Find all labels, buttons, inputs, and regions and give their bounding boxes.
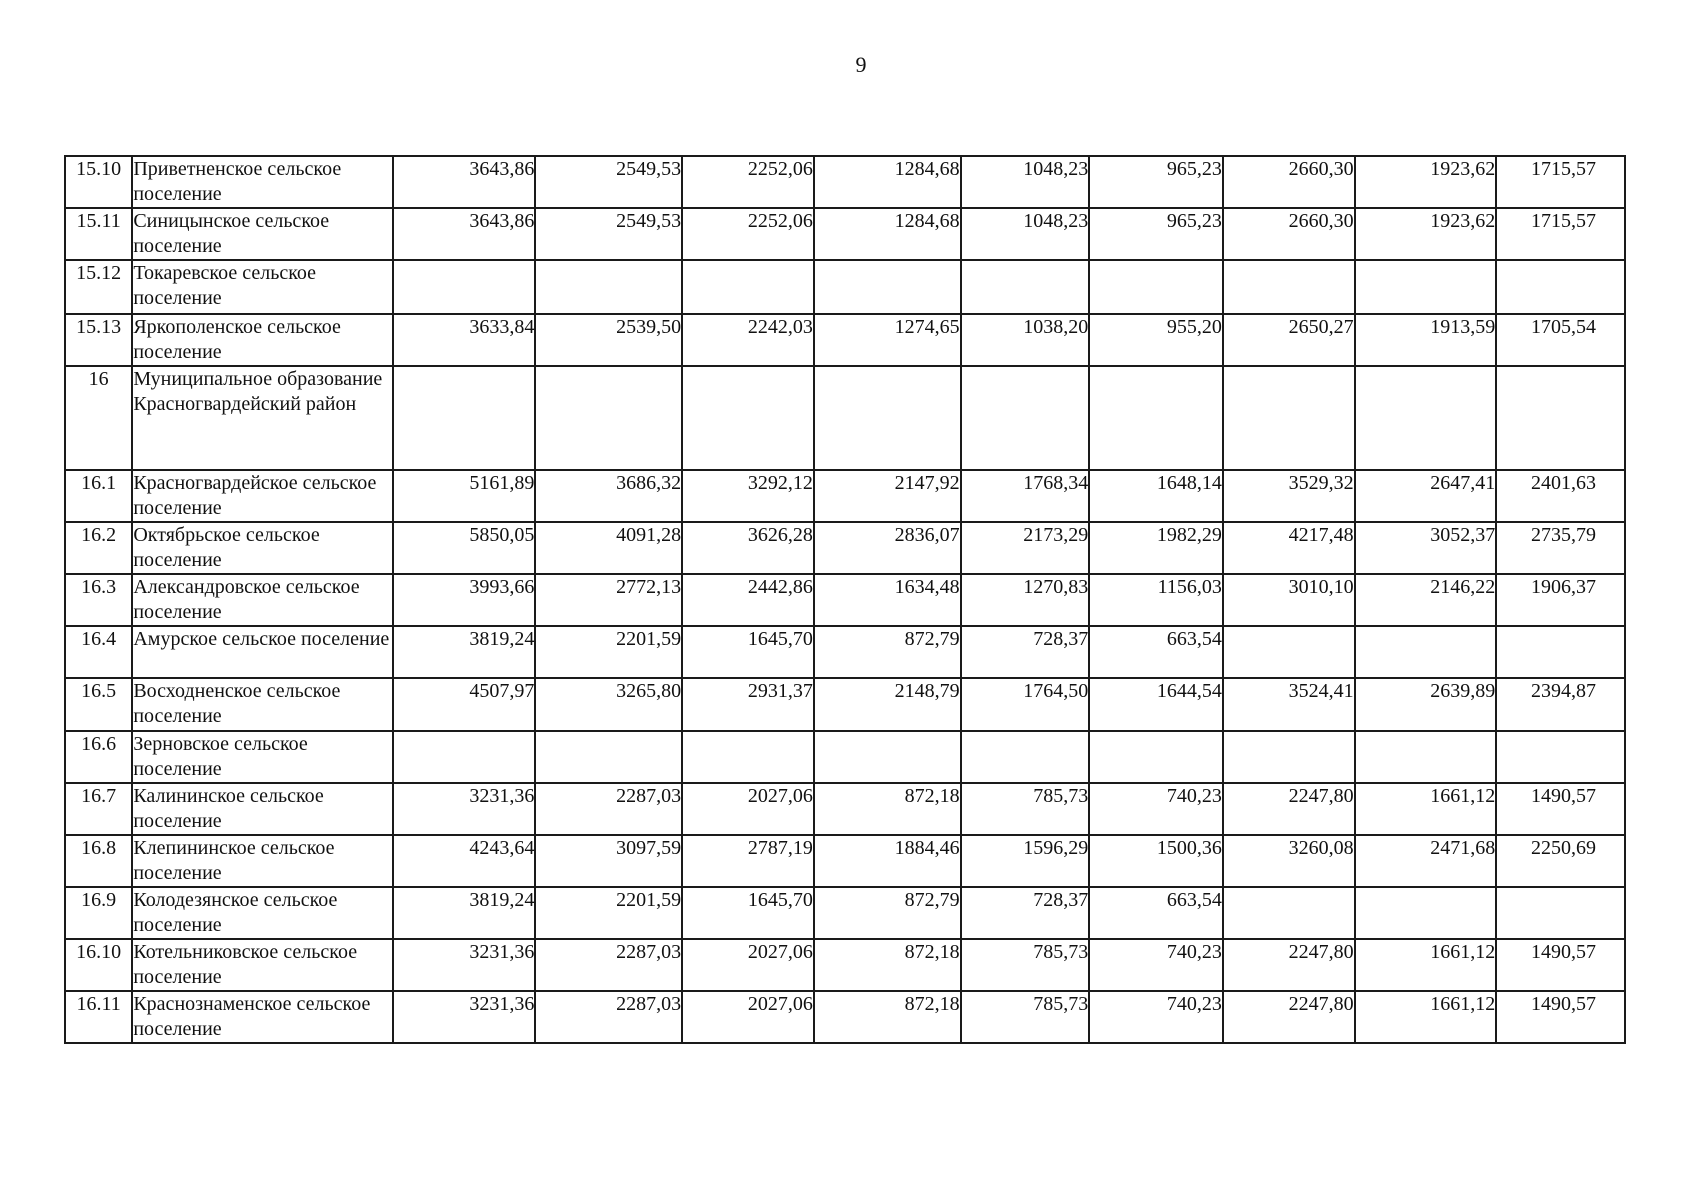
- table-row: [65, 470, 1625, 522]
- value-cell: [393, 260, 536, 314]
- table-row: [65, 260, 1625, 314]
- value-cell: 3292,12: [682, 470, 814, 522]
- value-cell: 3097,59: [535, 835, 682, 887]
- value-cell: 2787,19: [682, 835, 814, 887]
- value-cell: 3524,41: [1223, 678, 1355, 731]
- value-cell: 1661,12: [1355, 991, 1497, 1043]
- value-cell: 1884,46: [814, 835, 961, 887]
- value-cell: 4217,48: [1223, 522, 1355, 574]
- row-number: 16.5: [65, 678, 132, 731]
- value-cell: 2442,86: [682, 574, 814, 626]
- value-cell: 3626,28: [682, 522, 814, 574]
- value-cell: 2027,06: [682, 939, 814, 991]
- value-cell: 2147,92: [814, 470, 961, 522]
- table-body: [65, 156, 1625, 1043]
- value-cell: 2401,63: [1496, 470, 1625, 522]
- value-cell: 1715,57: [1496, 156, 1625, 208]
- row-number: 15.12: [65, 260, 132, 314]
- value-cell: [1496, 731, 1625, 783]
- value-cell: 728,37: [961, 626, 1090, 678]
- value-cell: 4507,97: [393, 678, 536, 731]
- table-row: [65, 366, 1625, 470]
- value-cell: 1274,65: [814, 314, 961, 366]
- row-number: 16.11: [65, 991, 132, 1043]
- value-cell: 3231,36: [393, 783, 536, 835]
- value-cell: 3052,37: [1355, 522, 1497, 574]
- value-cell: [814, 366, 961, 470]
- value-cell: 1705,54: [1496, 314, 1625, 366]
- settlement-name: Восходненское сельское поселение: [132, 678, 392, 731]
- value-cell: [1089, 260, 1223, 314]
- value-cell: [1223, 366, 1355, 470]
- value-cell: [961, 731, 1090, 783]
- row-number: 16.6: [65, 731, 132, 783]
- settlement-name: Калининское сельское поселение: [132, 783, 392, 835]
- value-cell: 1490,57: [1496, 783, 1625, 835]
- value-cell: 2394,87: [1496, 678, 1625, 731]
- value-cell: 965,23: [1089, 208, 1223, 260]
- row-number: 15.11: [65, 208, 132, 260]
- value-cell: 1645,70: [682, 626, 814, 678]
- row-number: 16.1: [65, 470, 132, 522]
- value-cell: 1284,68: [814, 208, 961, 260]
- tariff-table: [64, 155, 1626, 1044]
- table-row: [65, 156, 1625, 208]
- table-row: [65, 835, 1625, 887]
- table-row: [65, 939, 1625, 991]
- value-cell: 3529,32: [1223, 470, 1355, 522]
- value-cell: [1355, 366, 1497, 470]
- value-cell: 3265,80: [535, 678, 682, 731]
- table-row: [65, 574, 1625, 626]
- settlement-name: Муниципальное образование Красногвардейский район: [132, 366, 392, 470]
- value-cell: [1089, 731, 1223, 783]
- value-cell: [682, 366, 814, 470]
- value-cell: 2539,50: [535, 314, 682, 366]
- value-cell: 740,23: [1089, 939, 1223, 991]
- value-cell: 3819,24: [393, 626, 536, 678]
- value-cell: [393, 366, 536, 470]
- value-cell: 1764,50: [961, 678, 1090, 731]
- value-cell: 740,23: [1089, 783, 1223, 835]
- value-cell: 728,37: [961, 887, 1090, 939]
- value-cell: 1648,14: [1089, 470, 1223, 522]
- value-cell: 2201,59: [535, 626, 682, 678]
- value-cell: 2146,22: [1355, 574, 1497, 626]
- value-cell: 785,73: [961, 783, 1090, 835]
- value-cell: 3819,24: [393, 887, 536, 939]
- table-row: [65, 314, 1625, 366]
- value-cell: 1270,83: [961, 574, 1090, 626]
- value-cell: 872,18: [814, 991, 961, 1043]
- value-cell: 1644,54: [1089, 678, 1223, 731]
- settlement-name: Клепининское сельское поселение: [132, 835, 392, 887]
- value-cell: 1490,57: [1496, 991, 1625, 1043]
- value-cell: 2287,03: [535, 783, 682, 835]
- value-cell: 2173,29: [961, 522, 1090, 574]
- value-cell: [1089, 366, 1223, 470]
- value-cell: 3643,86: [393, 156, 536, 208]
- value-cell: 965,23: [1089, 156, 1223, 208]
- value-cell: 2639,89: [1355, 678, 1497, 731]
- value-cell: [682, 260, 814, 314]
- value-cell: [682, 731, 814, 783]
- value-cell: 2549,53: [535, 156, 682, 208]
- value-cell: 2660,30: [1223, 156, 1355, 208]
- value-cell: 785,73: [961, 939, 1090, 991]
- value-cell: [1223, 731, 1355, 783]
- value-cell: 1038,20: [961, 314, 1090, 366]
- settlement-name: Токаревское сельское поселение: [132, 260, 392, 314]
- table-row: [65, 783, 1625, 835]
- value-cell: 2647,41: [1355, 470, 1497, 522]
- value-cell: 2471,68: [1355, 835, 1497, 887]
- value-cell: 2148,79: [814, 678, 961, 731]
- value-cell: 2027,06: [682, 991, 814, 1043]
- value-cell: [1355, 626, 1497, 678]
- value-cell: 872,79: [814, 626, 961, 678]
- settlement-name: Краснознаменское сельское поселение: [132, 991, 392, 1043]
- value-cell: 872,18: [814, 783, 961, 835]
- value-cell: [1355, 887, 1497, 939]
- table-row: [65, 208, 1625, 260]
- row-number: 16.9: [65, 887, 132, 939]
- value-cell: [961, 366, 1090, 470]
- value-cell: 1913,59: [1355, 314, 1497, 366]
- value-cell: 2250,69: [1496, 835, 1625, 887]
- value-cell: [1496, 887, 1625, 939]
- value-cell: [535, 260, 682, 314]
- value-cell: 1982,29: [1089, 522, 1223, 574]
- value-cell: 2287,03: [535, 991, 682, 1043]
- value-cell: 2735,79: [1496, 522, 1625, 574]
- value-cell: [1223, 887, 1355, 939]
- table-row: [65, 678, 1625, 731]
- row-number: 16.2: [65, 522, 132, 574]
- value-cell: [1496, 260, 1625, 314]
- row-number: 16: [65, 366, 132, 470]
- row-number: 16.7: [65, 783, 132, 835]
- value-cell: 5161,89: [393, 470, 536, 522]
- value-cell: [961, 260, 1090, 314]
- value-cell: 2247,80: [1223, 991, 1355, 1043]
- value-cell: 3260,08: [1223, 835, 1355, 887]
- value-cell: 3686,32: [535, 470, 682, 522]
- value-cell: 872,79: [814, 887, 961, 939]
- value-cell: 3010,10: [1223, 574, 1355, 626]
- settlement-name: Колодезянское сельское поселение: [132, 887, 392, 939]
- row-number: 15.13: [65, 314, 132, 366]
- table-row: [65, 522, 1625, 574]
- value-cell: 2247,80: [1223, 783, 1355, 835]
- settlement-name: Октябрьское сельское поселение: [132, 522, 392, 574]
- value-cell: 663,54: [1089, 626, 1223, 678]
- value-cell: 1284,68: [814, 156, 961, 208]
- value-cell: 740,23: [1089, 991, 1223, 1043]
- value-cell: 2931,37: [682, 678, 814, 731]
- value-cell: 872,18: [814, 939, 961, 991]
- value-cell: 1923,62: [1355, 208, 1497, 260]
- settlement-name: Яркополенское сельское поселение: [132, 314, 392, 366]
- row-number: 16.10: [65, 939, 132, 991]
- value-cell: 2201,59: [535, 887, 682, 939]
- settlement-name: Зерновское сельское поселение: [132, 731, 392, 783]
- value-cell: 1500,36: [1089, 835, 1223, 887]
- value-cell: 2247,80: [1223, 939, 1355, 991]
- value-cell: 1715,57: [1496, 208, 1625, 260]
- value-cell: 1661,12: [1355, 783, 1497, 835]
- value-cell: 1923,62: [1355, 156, 1497, 208]
- value-cell: [1496, 626, 1625, 678]
- value-cell: 785,73: [961, 991, 1090, 1043]
- settlement-name: Амурское сельское поселение: [132, 626, 392, 678]
- value-cell: 5850,05: [393, 522, 536, 574]
- value-cell: 4243,64: [393, 835, 536, 887]
- table-row: [65, 626, 1625, 678]
- value-cell: 1661,12: [1355, 939, 1497, 991]
- value-cell: 1645,70: [682, 887, 814, 939]
- value-cell: 2650,27: [1223, 314, 1355, 366]
- value-cell: 663,54: [1089, 887, 1223, 939]
- table-row: [65, 731, 1625, 783]
- value-cell: 4091,28: [535, 522, 682, 574]
- value-cell: 2660,30: [1223, 208, 1355, 260]
- value-cell: 2836,07: [814, 522, 961, 574]
- row-number: 16.8: [65, 835, 132, 887]
- row-number: 16.4: [65, 626, 132, 678]
- settlement-name: Синицынское сельское поселение: [132, 208, 392, 260]
- page-number: 9: [855, 52, 867, 77]
- value-cell: [1223, 260, 1355, 314]
- value-cell: 1048,23: [961, 208, 1090, 260]
- table-row: [65, 991, 1625, 1043]
- value-cell: 1906,37: [1496, 574, 1625, 626]
- value-cell: [1355, 731, 1497, 783]
- value-cell: 2287,03: [535, 939, 682, 991]
- settlement-name: Приветненское сельское поселение: [132, 156, 392, 208]
- value-cell: 2772,13: [535, 574, 682, 626]
- value-cell: 1490,57: [1496, 939, 1625, 991]
- value-cell: 1048,23: [961, 156, 1090, 208]
- value-cell: 3643,86: [393, 208, 536, 260]
- value-cell: 2027,06: [682, 783, 814, 835]
- value-cell: [814, 260, 961, 314]
- value-cell: 3633,84: [393, 314, 536, 366]
- settlement-name: Александровское сельское поселение: [132, 574, 392, 626]
- value-cell: 2549,53: [535, 208, 682, 260]
- value-cell: [1223, 626, 1355, 678]
- value-cell: 955,20: [1089, 314, 1223, 366]
- value-cell: [535, 366, 682, 470]
- table-row: [65, 887, 1625, 939]
- row-number: 16.3: [65, 574, 132, 626]
- settlement-name: Котельниковское сельское поселение: [132, 939, 392, 991]
- value-cell: 3993,66: [393, 574, 536, 626]
- value-cell: 2252,06: [682, 208, 814, 260]
- value-cell: 3231,36: [393, 939, 536, 991]
- value-cell: [814, 731, 961, 783]
- value-cell: 2252,06: [682, 156, 814, 208]
- value-cell: 1156,03: [1089, 574, 1223, 626]
- settlement-name: Красногвардейское сельское поселение: [132, 470, 392, 522]
- value-cell: 3231,36: [393, 991, 536, 1043]
- value-cell: 1596,29: [961, 835, 1090, 887]
- value-cell: [1355, 260, 1497, 314]
- value-cell: 2242,03: [682, 314, 814, 366]
- row-number: 15.10: [65, 156, 132, 208]
- value-cell: [535, 731, 682, 783]
- value-cell: 1768,34: [961, 470, 1090, 522]
- value-cell: [1496, 366, 1625, 470]
- value-cell: [393, 731, 536, 783]
- value-cell: 1634,48: [814, 574, 961, 626]
